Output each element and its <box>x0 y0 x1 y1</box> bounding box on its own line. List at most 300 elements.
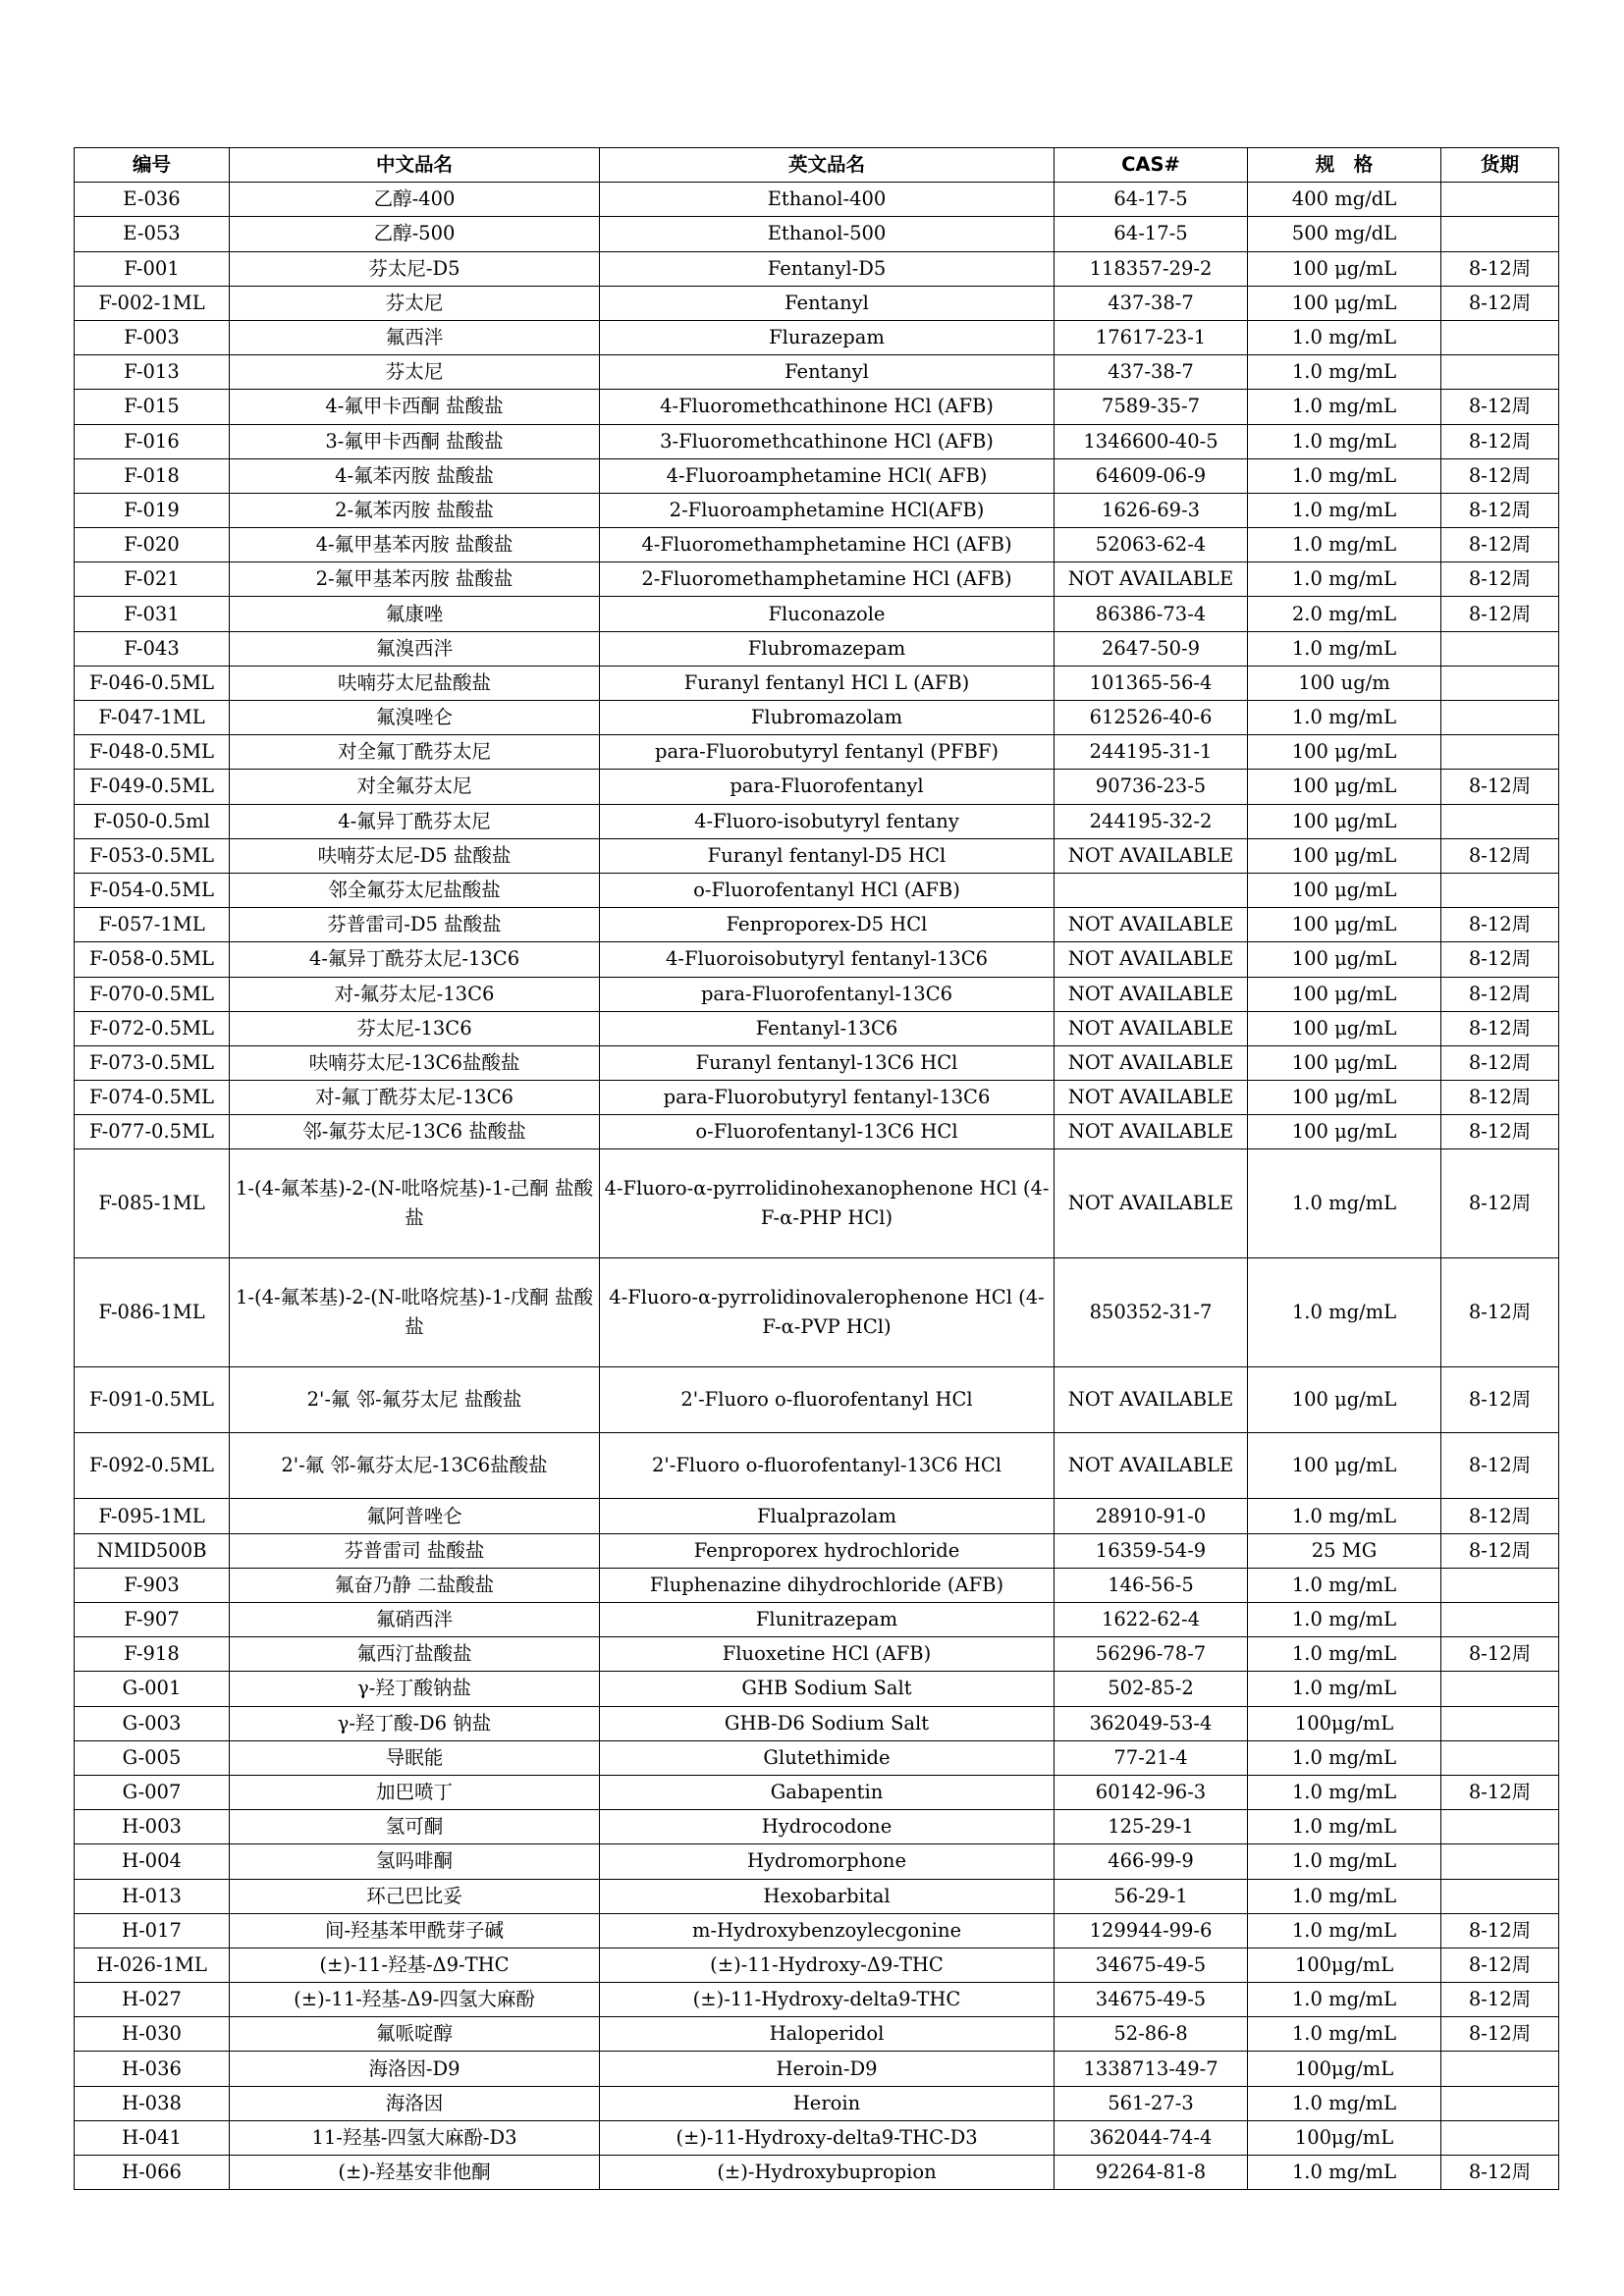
table-row <box>75 251 1559 286</box>
cell-code: F-053-0.5ML <box>75 838 230 873</box>
cell-english-name: 4-Fluoro-α-pyrrolidinohexanophenone HCl (4-F-α-PHP HCl) <box>600 1149 1055 1258</box>
cell-english-name: para-Fluorofentanyl-13C6 <box>600 977 1055 1011</box>
cell-chinese-name: 呋喃芬太尼-D5 盐酸盐 <box>230 838 600 873</box>
cell-cas: 52-86-8 <box>1055 2017 1248 2052</box>
cell-lead-time: 8-12周 <box>1441 424 1559 458</box>
cell-cas: 2647-50-9 <box>1055 631 1248 666</box>
cell-english-name: Hydromorphone <box>600 1844 1055 1879</box>
cell-cas: 502-85-2 <box>1055 1672 1248 1706</box>
cell-chinese-name: 4-氟甲卡西酮 盐酸盐 <box>230 390 600 424</box>
cell-code: H-030 <box>75 2017 230 2052</box>
cell-lead-time <box>1441 1603 1559 1637</box>
cell-chinese-name: 对-氟芬太尼-13C6 <box>230 977 600 1011</box>
cell-cas: 1338713-49-7 <box>1055 2052 1248 2086</box>
cell-cas: 362044-74-4 <box>1055 2120 1248 2155</box>
table-row <box>75 1879 1559 1913</box>
cell-code: F-016 <box>75 424 230 458</box>
product-table <box>74 147 1559 2190</box>
cell-lead-time: 8-12周 <box>1441 1011 1559 1045</box>
cell-lead-time <box>1441 2086 1559 2120</box>
table-row <box>75 2052 1559 2086</box>
cell-code: F-092-0.5ML <box>75 1433 230 1499</box>
cell-specification: 100 μg/mL <box>1248 1081 1441 1115</box>
table-row <box>75 1499 1559 1533</box>
cell-lead-time: 8-12周 <box>1441 2156 1559 2190</box>
cell-specification: 1.0 mg/mL <box>1248 1149 1441 1258</box>
cell-specification: 100 μg/mL <box>1248 977 1441 1011</box>
cell-lead-time: 8-12周 <box>1441 562 1559 597</box>
cell-lead-time <box>1441 666 1559 700</box>
cell-english-name: Glutethimide <box>600 1740 1055 1775</box>
cell-cas: NOT AVAILABLE <box>1055 1115 1248 1149</box>
cell-english-name: Heroin <box>600 2086 1055 2120</box>
cell-cas: 64609-06-9 <box>1055 458 1248 493</box>
cell-cas: 129944-99-6 <box>1055 1913 1248 1948</box>
table-row <box>75 1149 1559 1258</box>
table-row <box>75 1913 1559 1948</box>
cell-code: H-004 <box>75 1844 230 1879</box>
cell-english-name: Fluoxetine HCl (AFB) <box>600 1637 1055 1672</box>
cell-code: F-058-0.5ML <box>75 942 230 977</box>
cell-english-name: Flubromazepam <box>600 631 1055 666</box>
cell-english-name: Fluphenazine dihydrochloride (AFB) <box>600 1568 1055 1602</box>
cell-lead-time: 8-12周 <box>1441 1637 1559 1672</box>
cell-english-name: 2'-Fluoro o-fluorofentanyl-13C6 HCl <box>600 1433 1055 1499</box>
cell-chinese-name: 氟阿普唑仑 <box>230 1499 600 1533</box>
cell-english-name: Fentanyl <box>600 355 1055 390</box>
table-row <box>75 631 1559 666</box>
table-row <box>75 1844 1559 1879</box>
cell-lead-time: 8-12周 <box>1441 1983 1559 2017</box>
cell-english-name: o-Fluorofentanyl-13C6 HCl <box>600 1115 1055 1149</box>
cell-specification: 100 μg/mL <box>1248 1115 1441 1149</box>
cell-code: F-050-0.5ml <box>75 804 230 838</box>
cell-code: F-057-1ML <box>75 908 230 942</box>
cell-specification: 100 μg/mL <box>1248 1011 1441 1045</box>
cell-chinese-name: γ-羟丁酸-D6 钠盐 <box>230 1706 600 1740</box>
cell-lead-time: 8-12周 <box>1441 977 1559 1011</box>
table-row <box>75 597 1559 631</box>
cell-code: F-085-1ML <box>75 1149 230 1258</box>
cell-code: E-053 <box>75 217 230 251</box>
cell-specification: 1.0 mg/mL <box>1248 1672 1441 1706</box>
cell-chinese-name: 2-氟甲基苯丙胺 盐酸盐 <box>230 562 600 597</box>
table-row <box>75 1775 1559 1809</box>
table-row <box>75 1568 1559 1602</box>
cell-specification: 100 μg/mL <box>1248 286 1441 320</box>
cell-english-name: para-Fluorobutyryl fentanyl (PFBF) <box>600 735 1055 770</box>
cell-english-name: 3-Fluoromethcathinone HCl (AFB) <box>600 424 1055 458</box>
cell-specification: 1.0 mg/mL <box>1248 493 1441 527</box>
cell-cas: 244195-32-2 <box>1055 804 1248 838</box>
cell-code: H-036 <box>75 2052 230 2086</box>
cell-lead-time: 8-12周 <box>1441 2017 1559 2052</box>
cell-specification: 1.0 mg/mL <box>1248 1913 1441 1948</box>
cell-english-name: Haloperidol <box>600 2017 1055 2052</box>
cell-english-name: GHB-D6 Sodium Salt <box>600 1706 1055 1740</box>
cell-english-name: 4-Fluoroamphetamine HCl( AFB) <box>600 458 1055 493</box>
cell-cas: 52063-62-4 <box>1055 528 1248 562</box>
cell-cas: NOT AVAILABLE <box>1055 1367 1248 1433</box>
cell-code: F-054-0.5ML <box>75 873 230 907</box>
cell-english-name: Fentanyl-D5 <box>600 251 1055 286</box>
cell-lead-time <box>1441 1740 1559 1775</box>
cell-cas: 64-17-5 <box>1055 217 1248 251</box>
cell-cas: NOT AVAILABLE <box>1055 942 1248 977</box>
cell-code: F-043 <box>75 631 230 666</box>
cell-specification: 1.0 mg/mL <box>1248 458 1441 493</box>
cell-cas: 56-29-1 <box>1055 1879 1248 1913</box>
table-row <box>75 2086 1559 2120</box>
cell-cas: 7589-35-7 <box>1055 390 1248 424</box>
cell-specification: 500 mg/dL <box>1248 217 1441 251</box>
cell-lead-time: 8-12周 <box>1441 1913 1559 1948</box>
cell-chinese-name: 芬太尼-D5 <box>230 251 600 286</box>
cell-code: H-027 <box>75 1983 230 2017</box>
cell-specification: 100 μg/mL <box>1248 770 1441 804</box>
cell-cas: 146-56-5 <box>1055 1568 1248 1602</box>
table-row <box>75 735 1559 770</box>
cell-english-name: o-Fluorofentanyl HCl (AFB) <box>600 873 1055 907</box>
table-row <box>75 838 1559 873</box>
cell-cas: 86386-73-4 <box>1055 597 1248 631</box>
cell-specification: 100μg/mL <box>1248 1948 1441 1982</box>
cell-specification: 100μg/mL <box>1248 1706 1441 1740</box>
cell-english-name: Fluconazole <box>600 597 1055 631</box>
cell-lead-time <box>1441 1568 1559 1602</box>
table-row <box>75 1258 1559 1367</box>
cell-cas: 28910-91-0 <box>1055 1499 1248 1533</box>
cell-lead-time: 8-12周 <box>1441 1081 1559 1115</box>
cell-cas: 90736-23-5 <box>1055 770 1248 804</box>
cell-specification: 1.0 mg/mL <box>1248 1568 1441 1602</box>
cell-lead-time <box>1441 217 1559 251</box>
cell-specification: 1.0 mg/mL <box>1248 355 1441 390</box>
cell-chinese-name: 1-(4-氟苯基)-2-(N-吡咯烷基)-1-戊酮 盐酸盐 <box>230 1258 600 1367</box>
cell-code: G-003 <box>75 1706 230 1740</box>
cell-chinese-name: 氟哌啶醇 <box>230 2017 600 2052</box>
cell-lead-time <box>1441 701 1559 735</box>
cell-cas: 56296-78-7 <box>1055 1637 1248 1672</box>
cell-cas: NOT AVAILABLE <box>1055 838 1248 873</box>
table-row <box>75 355 1559 390</box>
cell-code: H-013 <box>75 1879 230 1913</box>
cell-code: F-073-0.5ML <box>75 1045 230 1080</box>
cell-chinese-name: 对全氟芬太尼 <box>230 770 600 804</box>
cell-code: F-049-0.5ML <box>75 770 230 804</box>
cell-lead-time <box>1441 355 1559 390</box>
cell-code: F-003 <box>75 320 230 354</box>
cell-english-name: m-Hydroxybenzoylecgonine <box>600 1913 1055 1948</box>
cell-code: F-907 <box>75 1603 230 1637</box>
cell-chinese-name: 乙醇-500 <box>230 217 600 251</box>
cell-english-name: GHB Sodium Salt <box>600 1672 1055 1706</box>
cell-cas: 101365-56-4 <box>1055 666 1248 700</box>
cell-cas: NOT AVAILABLE <box>1055 1433 1248 1499</box>
cell-cas: 77-21-4 <box>1055 1740 1248 1775</box>
cell-code: F-020 <box>75 528 230 562</box>
table-row <box>75 1637 1559 1672</box>
cell-lead-time <box>1441 2052 1559 2086</box>
table-row <box>75 286 1559 320</box>
header-specification: 规 格 <box>1248 148 1441 183</box>
table-row <box>75 873 1559 907</box>
cell-cas: NOT AVAILABLE <box>1055 1045 1248 1080</box>
cell-code: F-015 <box>75 390 230 424</box>
cell-chinese-name: 3-氟甲卡西酮 盐酸盐 <box>230 424 600 458</box>
table-row <box>75 562 1559 597</box>
cell-specification: 1.0 mg/mL <box>1248 320 1441 354</box>
cell-chinese-name: (±)-羟基安非他酮 <box>230 2156 600 2190</box>
cell-chinese-name: 芬太尼 <box>230 355 600 390</box>
cell-english-name: para-Fluorobutyryl fentanyl-13C6 <box>600 1081 1055 1115</box>
cell-cas: 437-38-7 <box>1055 355 1248 390</box>
cell-english-name: Gabapentin <box>600 1775 1055 1809</box>
cell-code: F-047-1ML <box>75 701 230 735</box>
cell-code: F-013 <box>75 355 230 390</box>
cell-specification: 100 μg/mL <box>1248 1433 1441 1499</box>
cell-lead-time: 8-12周 <box>1441 251 1559 286</box>
cell-lead-time <box>1441 1672 1559 1706</box>
cell-lead-time <box>1441 631 1559 666</box>
cell-code: F-074-0.5ML <box>75 1081 230 1115</box>
cell-english-name: (±)-11-Hydroxy-delta9-THC <box>600 1983 1055 2017</box>
cell-specification: 1.0 mg/mL <box>1248 1983 1441 2017</box>
table-row <box>75 1011 1559 1045</box>
cell-specification: 1.0 mg/mL <box>1248 2156 1441 2190</box>
cell-english-name: para-Fluorofentanyl <box>600 770 1055 804</box>
table-row <box>75 1533 1559 1568</box>
table-row <box>75 1948 1559 1982</box>
cell-specification: 1.0 mg/mL <box>1248 424 1441 458</box>
cell-chinese-name: 呋喃芬太尼盐酸盐 <box>230 666 600 700</box>
cell-lead-time: 8-12周 <box>1441 1948 1559 1982</box>
cell-english-name: 2-Fluoromethamphetamine HCl (AFB) <box>600 562 1055 597</box>
cell-specification: 1.0 mg/mL <box>1248 1879 1441 1913</box>
cell-english-name: Flurazepam <box>600 320 1055 354</box>
cell-specification: 100 μg/mL <box>1248 735 1441 770</box>
cell-code: F-918 <box>75 1637 230 1672</box>
cell-code: F-031 <box>75 597 230 631</box>
cell-cas <box>1055 873 1248 907</box>
cell-english-name: 4-Fluoro-isobutyryl fentany <box>600 804 1055 838</box>
cell-chinese-name: 间-羟基苯甲酰芽子碱 <box>230 1913 600 1948</box>
cell-english-name: 2-Fluoroamphetamine HCl(AFB) <box>600 493 1055 527</box>
cell-chinese-name: 邻全氟芬太尼盐酸盐 <box>230 873 600 907</box>
cell-cas: 118357-29-2 <box>1055 251 1248 286</box>
cell-chinese-name: 芬太尼-13C6 <box>230 1011 600 1045</box>
cell-lead-time: 8-12周 <box>1441 528 1559 562</box>
cell-lead-time <box>1441 1706 1559 1740</box>
cell-specification: 1.0 mg/mL <box>1248 2086 1441 2120</box>
cell-chinese-name: 对-氟丁酰芬太尼-13C6 <box>230 1081 600 1115</box>
cell-cas: 16359-54-9 <box>1055 1533 1248 1568</box>
cell-code: E-036 <box>75 183 230 217</box>
header-lead-time: 货期 <box>1441 148 1559 183</box>
cell-lead-time: 8-12周 <box>1441 1775 1559 1809</box>
cell-english-name: 4-Fluoroisobutyryl fentanyl-13C6 <box>600 942 1055 977</box>
table-row <box>75 1983 1559 2017</box>
table-row <box>75 1433 1559 1499</box>
table-row <box>75 770 1559 804</box>
cell-specification: 25 MG <box>1248 1533 1441 1568</box>
cell-lead-time <box>1441 804 1559 838</box>
cell-code: F-021 <box>75 562 230 597</box>
cell-chinese-name: 4-氟甲基苯丙胺 盐酸盐 <box>230 528 600 562</box>
cell-code: F-002-1ML <box>75 286 230 320</box>
table-row <box>75 1706 1559 1740</box>
cell-code: G-005 <box>75 1740 230 1775</box>
cell-lead-time: 8-12周 <box>1441 942 1559 977</box>
cell-chinese-name: 1-(4-氟苯基)-2-(N-吡咯烷基)-1-己酮 盐酸盐 <box>230 1149 600 1258</box>
table-row <box>75 977 1559 1011</box>
cell-cas: 64-17-5 <box>1055 183 1248 217</box>
cell-chinese-name: 芬普雷司-D5 盐酸盐 <box>230 908 600 942</box>
cell-english-name: Ethanol-400 <box>600 183 1055 217</box>
cell-cas: 1346600-40-5 <box>1055 424 1248 458</box>
cell-lead-time: 8-12周 <box>1441 286 1559 320</box>
cell-code: F-086-1ML <box>75 1258 230 1367</box>
cell-chinese-name: 环己巴比妥 <box>230 1879 600 1913</box>
cell-specification: 100 μg/mL <box>1248 838 1441 873</box>
cell-english-name: Furanyl fentanyl-D5 HCl <box>600 838 1055 873</box>
table-row <box>75 424 1559 458</box>
cell-english-name: 2'-Fluoro o-fluorofentanyl HCl <box>600 1367 1055 1433</box>
header-english-name: 英文品名 <box>600 148 1055 183</box>
cell-lead-time: 8-12周 <box>1441 1258 1559 1367</box>
cell-code: H-066 <box>75 2156 230 2190</box>
cell-lead-time: 8-12周 <box>1441 1115 1559 1149</box>
cell-lead-time <box>1441 183 1559 217</box>
cell-cas: 1622-62-4 <box>1055 1603 1248 1637</box>
cell-specification: 100μg/mL <box>1248 2120 1441 2155</box>
cell-specification: 1.0 mg/mL <box>1248 1603 1441 1637</box>
cell-lead-time: 8-12周 <box>1441 838 1559 873</box>
cell-english-name: 4-Fluoromethcathinone HCl (AFB) <box>600 390 1055 424</box>
cell-chinese-name: 氢吗啡酮 <box>230 1844 600 1879</box>
cell-specification: 1.0 mg/mL <box>1248 1775 1441 1809</box>
cell-lead-time: 8-12周 <box>1441 1045 1559 1080</box>
cell-cas: 244195-31-1 <box>1055 735 1248 770</box>
cell-specification: 1.0 mg/mL <box>1248 1637 1441 1672</box>
cell-cas: 850352-31-7 <box>1055 1258 1248 1367</box>
cell-specification: 400 mg/dL <box>1248 183 1441 217</box>
cell-cas: 17617-23-1 <box>1055 320 1248 354</box>
cell-chinese-name: 氟康唑 <box>230 597 600 631</box>
cell-chinese-name: (±)-11-羟基-Δ9-四氢大麻酚 <box>230 1983 600 2017</box>
table-row <box>75 217 1559 251</box>
cell-lead-time: 8-12周 <box>1441 390 1559 424</box>
cell-english-name: (±)-11-Hydroxy-Δ9-THC <box>600 1948 1055 1982</box>
cell-specification: 100 μg/mL <box>1248 908 1441 942</box>
cell-code: H-041 <box>75 2120 230 2155</box>
cell-chinese-name: 氟西泮 <box>230 320 600 354</box>
cell-chinese-name: 导眠能 <box>230 1740 600 1775</box>
cell-specification: 1.0 mg/mL <box>1248 2017 1441 2052</box>
cell-lead-time <box>1441 735 1559 770</box>
cell-english-name: Ethanol-500 <box>600 217 1055 251</box>
cell-cas: 437-38-7 <box>1055 286 1248 320</box>
cell-english-name: Furanyl fentanyl-13C6 HCl <box>600 1045 1055 1080</box>
table-row <box>75 320 1559 354</box>
cell-code: F-903 <box>75 1568 230 1602</box>
cell-english-name: Fenproporex hydrochloride <box>600 1533 1055 1568</box>
cell-code: F-091-0.5ML <box>75 1367 230 1433</box>
cell-code: G-007 <box>75 1775 230 1809</box>
header-chinese-name: 中文品名 <box>230 148 600 183</box>
cell-cas: NOT AVAILABLE <box>1055 977 1248 1011</box>
header-row <box>75 148 1559 183</box>
cell-chinese-name: 4-氟异丁酰芬太尼 <box>230 804 600 838</box>
cell-chinese-name: 海洛因-D9 <box>230 2052 600 2086</box>
cell-cas: NOT AVAILABLE <box>1055 1011 1248 1045</box>
cell-english-name: Flubromazolam <box>600 701 1055 735</box>
cell-english-name: 4-Fluoromethamphetamine HCl (AFB) <box>600 528 1055 562</box>
header-code: 编号 <box>75 148 230 183</box>
table-row <box>75 1081 1559 1115</box>
cell-english-name: Flualprazolam <box>600 1499 1055 1533</box>
cell-lead-time <box>1441 320 1559 354</box>
table-row <box>75 2120 1559 2155</box>
cell-code: F-001 <box>75 251 230 286</box>
cell-specification: 100 μg/mL <box>1248 804 1441 838</box>
cell-english-name: (±)-11-Hydroxy-delta9-THC-D3 <box>600 2120 1055 2155</box>
cell-specification: 1.0 mg/mL <box>1248 562 1441 597</box>
cell-chinese-name: 氟硝西泮 <box>230 1603 600 1637</box>
cell-english-name: (±)-Hydroxybupropion <box>600 2156 1055 2190</box>
cell-specification: 1.0 mg/mL <box>1248 701 1441 735</box>
cell-code: F-095-1ML <box>75 1499 230 1533</box>
cell-english-name: Fentanyl-13C6 <box>600 1011 1055 1045</box>
cell-cas: 1626-69-3 <box>1055 493 1248 527</box>
cell-code: F-048-0.5ML <box>75 735 230 770</box>
cell-specification: 1.0 mg/mL <box>1248 1810 1441 1844</box>
cell-lead-time <box>1441 2120 1559 2155</box>
cell-lead-time: 8-12周 <box>1441 1533 1559 1568</box>
table-row <box>75 528 1559 562</box>
cell-cas: NOT AVAILABLE <box>1055 908 1248 942</box>
cell-cas: 561-27-3 <box>1055 2086 1248 2120</box>
cell-lead-time <box>1441 1810 1559 1844</box>
cell-english-name: 4-Fluoro-α-pyrrolidinovalerophenone HCl (4-F-α-PVP HCl) <box>600 1258 1055 1367</box>
cell-lead-time: 8-12周 <box>1441 493 1559 527</box>
cell-chinese-name: 氟西汀盐酸盐 <box>230 1637 600 1672</box>
cell-english-name: Hexobarbital <box>600 1879 1055 1913</box>
cell-chinese-name: 氟溴唑仑 <box>230 701 600 735</box>
cell-specification: 1.0 mg/mL <box>1248 390 1441 424</box>
table-row <box>75 942 1559 977</box>
table-row <box>75 2156 1559 2190</box>
cell-cas: 362049-53-4 <box>1055 1706 1248 1740</box>
cell-cas: NOT AVAILABLE <box>1055 562 1248 597</box>
cell-chinese-name: 乙醇-400 <box>230 183 600 217</box>
cell-code: H-026-1ML <box>75 1948 230 1982</box>
cell-lead-time: 8-12周 <box>1441 1367 1559 1433</box>
cell-english-name: Hydrocodone <box>600 1810 1055 1844</box>
table-row <box>75 701 1559 735</box>
cell-cas: 125-29-1 <box>1055 1810 1248 1844</box>
cell-code: H-003 <box>75 1810 230 1844</box>
cell-chinese-name: 海洛因 <box>230 2086 600 2120</box>
cell-specification: 1.0 mg/mL <box>1248 1740 1441 1775</box>
cell-lead-time: 8-12周 <box>1441 1499 1559 1533</box>
cell-specification: 1.0 mg/mL <box>1248 1844 1441 1879</box>
cell-chinese-name: 2'-氟 邻-氟芬太尼-13C6盐酸盐 <box>230 1433 600 1499</box>
table-row <box>75 1740 1559 1775</box>
cell-specification: 100 μg/mL <box>1248 873 1441 907</box>
cell-chinese-name: 氢可酮 <box>230 1810 600 1844</box>
cell-specification: 1.0 mg/mL <box>1248 1499 1441 1533</box>
